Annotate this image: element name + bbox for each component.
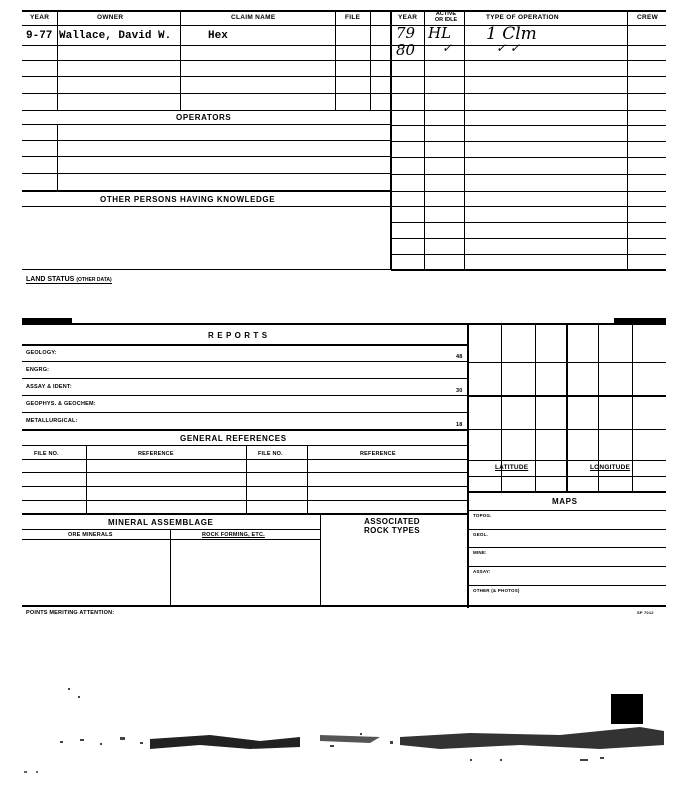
header-bottom-rule — [22, 25, 666, 26]
hand-operation-80: ✓ ✓ — [496, 41, 520, 55]
row-line — [22, 60, 390, 61]
reports-title: R E P O R T S — [208, 331, 268, 340]
row-line — [391, 93, 666, 94]
row-line — [391, 125, 666, 126]
grid-hline — [468, 362, 666, 363]
row-line — [22, 486, 468, 487]
row-line — [22, 429, 468, 431]
report-assay-label: ASSAY & IDENT: — [26, 384, 72, 390]
speck — [78, 696, 80, 698]
col-owner-header: OWNER — [97, 14, 124, 21]
vline — [246, 445, 247, 513]
reports-top-border — [22, 323, 666, 325]
grid-hline — [468, 476, 666, 477]
row-line — [391, 60, 666, 61]
report-geology-num: 48 — [456, 354, 463, 360]
row-line — [391, 45, 666, 46]
vline — [627, 10, 628, 270]
active-line2: OR IDLE — [434, 17, 458, 23]
row-line — [22, 539, 320, 540]
grid-hline — [468, 429, 666, 430]
row-line — [22, 378, 468, 379]
row-line — [22, 110, 390, 111]
form-number: SP 7012 — [637, 610, 654, 615]
row-line — [391, 191, 666, 192]
hand-operation-79: 1 Clm — [486, 24, 537, 44]
land-status-label — [26, 276, 112, 284]
row-line — [22, 459, 468, 460]
latitude-label: LATITUDE — [495, 464, 529, 471]
row-line — [391, 206, 666, 207]
reports-bottom-border — [22, 605, 666, 607]
col-crew-header: CREW — [637, 14, 659, 21]
speck — [68, 688, 70, 690]
row-line — [22, 190, 390, 192]
row-line — [22, 76, 390, 77]
row-line — [22, 269, 390, 270]
vline — [424, 10, 425, 270]
row-line — [468, 585, 666, 586]
mineral-assemblage-title: MINERAL ASSEMBLAGE — [108, 518, 214, 527]
report-geophys-label: GEOPHYS. & GEOCHEM: — [26, 401, 96, 407]
grid-vline — [535, 323, 536, 491]
operators-title: OPERATORS — [176, 113, 232, 122]
hand-year-80: 80 — [396, 41, 416, 59]
owner-entry: 9-77 Wallace, David W. — [26, 30, 172, 42]
row-line — [391, 157, 666, 158]
row-line — [391, 110, 666, 111]
maps-title: MAPS — [552, 497, 578, 506]
hand-year-79: 79 — [396, 24, 416, 42]
longitude-label: LONGITUDE — [590, 464, 631, 471]
ore-minerals-header: ORE MINERALS — [68, 532, 113, 538]
top-border — [22, 10, 666, 12]
row-line — [22, 124, 390, 125]
grid-vline — [566, 323, 568, 491]
hand-active-80: ✓ — [442, 41, 453, 55]
map-geol: GEOL. — [473, 532, 489, 537]
row-line — [391, 254, 666, 255]
vline — [464, 10, 465, 270]
report-metallurgical-num: 18 — [456, 422, 463, 428]
row-line — [391, 76, 666, 77]
col-year-header: YEAR — [30, 14, 50, 21]
row-line — [468, 547, 666, 548]
row-line — [391, 269, 666, 271]
row-line — [22, 93, 390, 94]
ref-header-reference1: REFERENCE — [138, 451, 174, 457]
other-persons-title: OTHER PERSONS HAVING KNOWLEDGE — [100, 195, 276, 204]
col-file-header: FILE — [345, 14, 361, 21]
row-line — [22, 472, 468, 473]
map-assay: ASSAY: — [473, 569, 491, 574]
map-mine: MINE: — [473, 550, 487, 555]
row-line — [468, 510, 666, 511]
report-metallurgical-label: METALLURGICAL: — [26, 418, 78, 424]
row-line — [22, 500, 468, 501]
vline — [57, 124, 58, 190]
col-active-header — [428, 11, 464, 23]
map-other: OTHER (& PHOTOS) — [473, 588, 520, 593]
col-claim-name-header: CLAIM NAME — [231, 14, 276, 21]
row-line — [468, 529, 666, 530]
row-line — [22, 529, 320, 530]
row-line — [22, 412, 468, 413]
divider-vline — [390, 10, 392, 270]
row-line — [22, 45, 390, 46]
col-year2-header: YEAR — [398, 14, 418, 21]
land-status-note: (OTHER DATA) — [76, 277, 112, 283]
row-line — [468, 566, 666, 567]
land-status-text: LAND STATUS — [26, 276, 75, 283]
grid-hline — [468, 460, 666, 461]
row-line — [22, 173, 390, 174]
vline — [320, 513, 321, 606]
active-line1: ACTIVE — [435, 11, 457, 17]
row-line — [22, 395, 468, 396]
report-geology-label: GEOLOGY: — [26, 350, 57, 356]
vline — [170, 529, 171, 606]
hand-active-79: HL — [428, 24, 452, 42]
grid-vline — [632, 323, 633, 491]
points-meriting-label: POINTS MERITING ATTENTION: — [26, 610, 115, 616]
row-line — [22, 206, 390, 207]
claim-entry: Hex — [208, 30, 228, 42]
scan-noise — [0, 715, 678, 775]
row-line — [22, 344, 468, 346]
map-topog: TOPOG. — [473, 513, 492, 518]
row-line — [22, 361, 468, 362]
general-references-title: GENERAL REFERENCES — [180, 434, 287, 443]
associated-rock-types-title: ASSOCIATED ROCK TYPES — [363, 517, 420, 535]
row-line — [22, 445, 468, 446]
vline — [86, 445, 87, 513]
rock-forming-header: ROCK FORMING, ETC. — [202, 532, 265, 538]
report-assay-num: 30 — [456, 388, 463, 394]
ref-header-file2: FILE NO. — [258, 451, 283, 457]
row-line — [391, 141, 666, 142]
row-line — [391, 222, 666, 223]
row-line — [22, 140, 390, 141]
report-engrg-label: ENGRG: — [26, 367, 50, 373]
row-line — [22, 156, 390, 157]
grid-hline — [468, 491, 666, 493]
row-line — [391, 238, 666, 239]
col-operation-header: TYPE OF OPERATION — [486, 14, 559, 21]
ref-header-file1: FILE NO. — [34, 451, 59, 457]
vline — [307, 445, 308, 513]
row-line — [22, 513, 468, 515]
ref-header-reference2: REFERENCE — [360, 451, 396, 457]
grid-hline — [468, 395, 666, 397]
row-line — [391, 174, 666, 175]
